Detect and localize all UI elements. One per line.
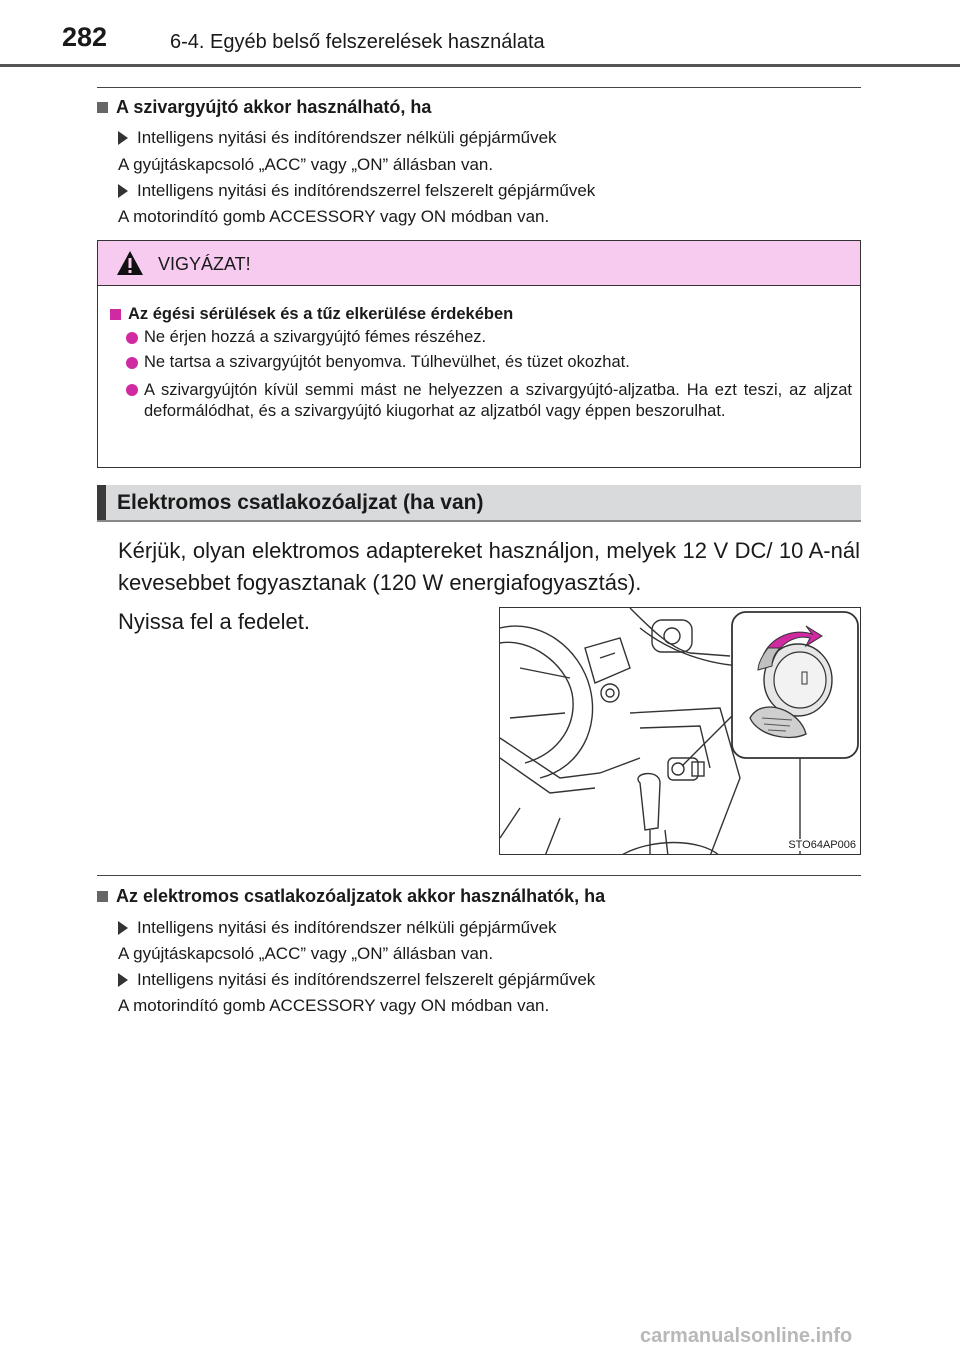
triangle-bullet-icon [118,131,128,145]
section-heading-outlets: Az elektromos csatlakozóaljzatok akkor használhatók, ha [97,886,605,907]
section-divider [97,87,861,88]
dot-bullet-icon [126,357,138,369]
chapter-title: 6-4. Egyéb belső felszerelések használata [170,31,545,53]
section-heading-lighter: A szivargyújtó akkor használható, ha [97,97,431,118]
warning-title: VIGYÁZAT! [158,254,251,274]
warning-point: Ne tartsa a szivargyújtót benyomva. Túlhevülhet, és tüzet okozhat. [126,353,852,372]
square-bullet-icon [97,891,108,902]
section-divider [97,875,861,876]
warning-header [98,241,860,286]
warning-triangle-icon [116,250,144,276]
section-accent [97,485,106,520]
page-number: 282 [62,22,108,52]
warning-box [97,240,861,468]
body-text: A gyújtáskapcsoló „ACC” vagy „ON” állásban van. [118,944,494,963]
triangle-bullet-icon [118,973,128,987]
intro-paragraph: Kérjük, olyan elektromos adaptereket használjon, melyek 12 V DC/ 10 A-nál kevesebbet fogyasztanak (120 W energiafogyasztás). [118,538,860,595]
body-text: A gyújtáskapcsoló „ACC” vagy „ON” állásban van. [118,155,494,174]
section-title: Elektromos csatlakozóaljzat (ha van) [117,491,484,514]
body-text: A motorindító gomb ACCESSORY vagy ON módban van. [118,207,550,226]
bullet-item: Intelligens nyitási és indítórendszer nélküli gépjárművek [118,128,557,148]
bullet-item: Intelligens nyitási és indítórendszer nélküli gépjárművek [118,918,557,938]
square-bullet-icon [97,102,108,113]
watermark: carmanualsonline.info [640,1325,853,1347]
section-title-bar [97,485,861,522]
dashboard-illustration [500,608,861,855]
triangle-bullet-icon [118,921,128,935]
header-divider [0,64,960,67]
bullet-item: Intelligens nyitási és indítórendszerrel felszerelt gépjárművek [118,181,595,201]
bullet-item: Intelligens nyitási és indítórendszerrel felszerelt gépjárművek [118,970,595,990]
illustration-power-outlet [499,607,861,855]
warning-point: Ne érjen hozzá a szivargyújtó fémes részéhez. [126,328,852,347]
figure-code: STO64AP006 [788,839,856,851]
body-text: A motorindító gomb ACCESSORY vagy ON módban van. [118,996,550,1015]
warning-point: A szivargyújtón kívül semmi mást ne helyezzen a szivargyújtó-aljzatba. Ha ezt teszi, az aljzat deformálódhat, és a szivargyújtó kiugorhat az aljzatból vagy éppen beszorulhat. [126,380,852,422]
dot-bullet-icon [126,332,138,344]
warning-subheading: Az égési sérülések és a tűz elkerülése érdekében [110,305,513,324]
dot-bullet-icon [126,384,138,396]
square-bullet-icon [110,309,121,320]
instruction-text: Nyissa fel a fedelet. [118,609,310,634]
triangle-bullet-icon [118,184,128,198]
